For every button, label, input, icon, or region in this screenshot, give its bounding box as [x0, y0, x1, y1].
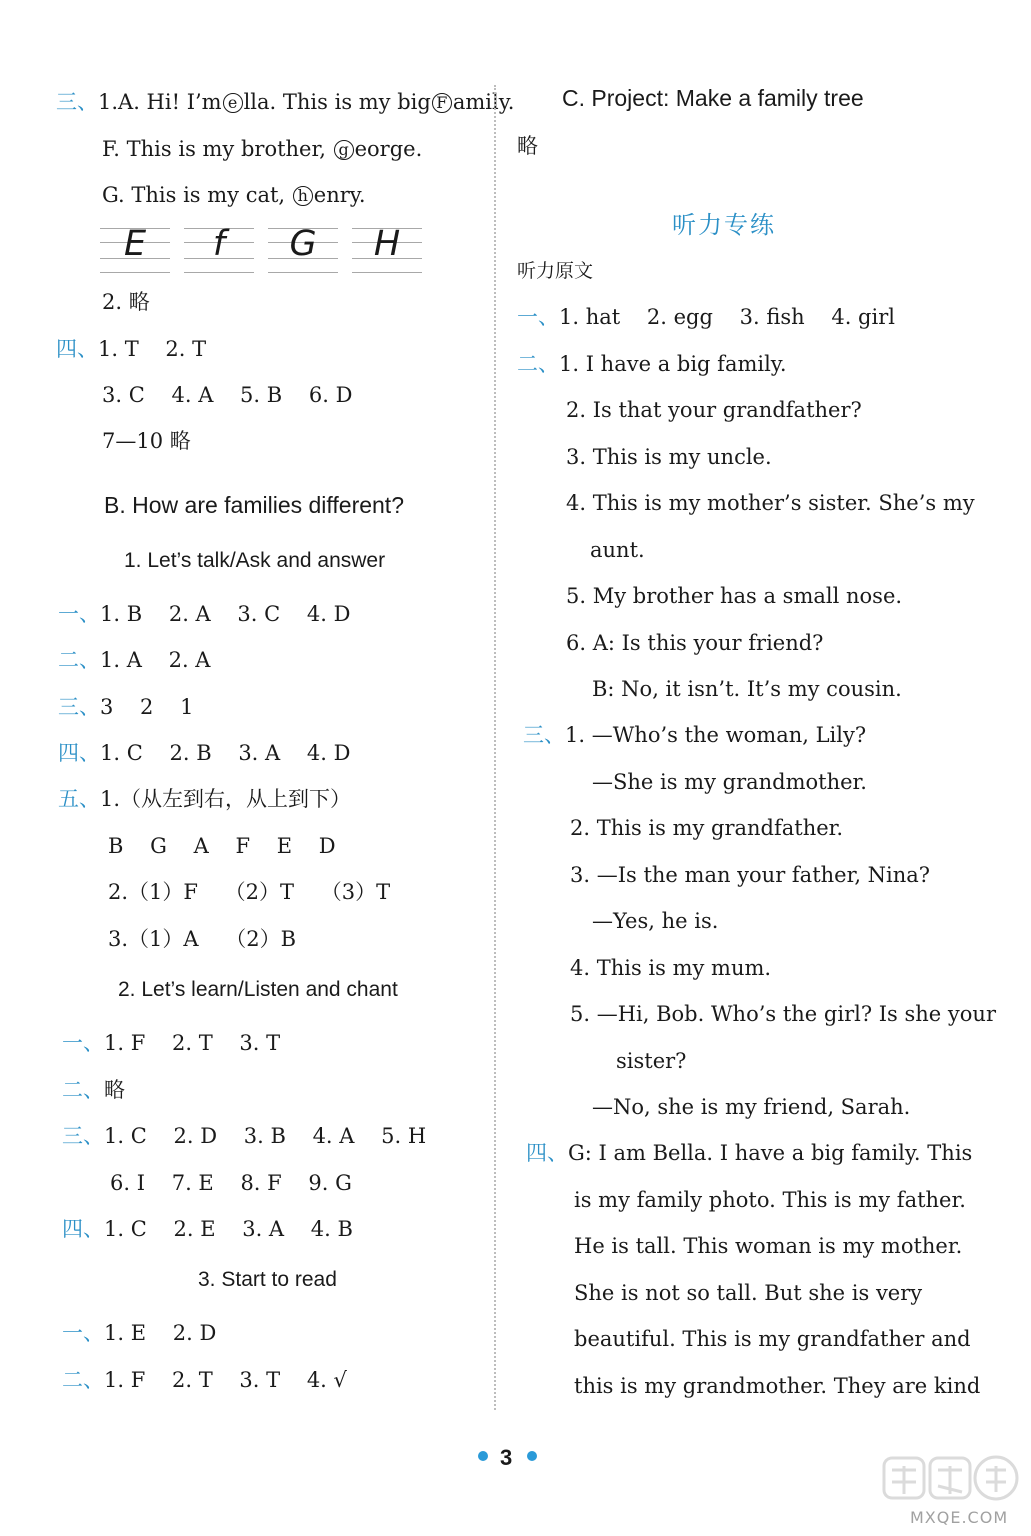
section-label: 一、: [58, 602, 100, 626]
transcript-line: 6. A: Is this your friend?: [566, 631, 824, 655]
transcript-line: —She is my grandmother.: [592, 770, 867, 794]
section-label: 一、: [62, 1321, 104, 1345]
transcript-line: this is my grandmother. They are kind: [574, 1374, 981, 1398]
answer-row: [58, 740, 350, 766]
answer-text: 1. F 2. T 3. T 4. √: [104, 1368, 347, 1392]
circled-letter: F: [432, 93, 452, 113]
answer-row: [517, 304, 895, 330]
section-label: 二、: [62, 1368, 104, 1392]
answer-text: enry.: [313, 183, 366, 207]
answer-text: 1. C 2. B 3. A 4. D: [100, 741, 351, 765]
transcript-line: He is tall. This woman is my mother.: [574, 1234, 963, 1258]
answer-text: 略: [104, 1078, 125, 1102]
answer-line: 7—10 略: [102, 429, 191, 453]
transcript-line: aunt.: [590, 538, 645, 562]
circled-letter: g: [334, 140, 354, 160]
column-divider: [494, 85, 496, 1410]
section-label: 四、: [58, 741, 100, 765]
answer-text: 1.A. Hi! I’m: [98, 90, 222, 114]
answer-line: 2.（1）F （2）T （3）T: [108, 880, 391, 904]
section-label: 三、: [56, 90, 98, 114]
handwriting-cell: [352, 222, 422, 278]
answer-text: 1. C 2. D 3. B 4. A 5. H: [104, 1124, 427, 1148]
answer-text: G. This is my cat,: [102, 183, 286, 207]
answer-text: F. This is my brother,: [102, 137, 326, 161]
section-3-line-1: [56, 89, 514, 115]
transcript-line: 3. —Is the man your father, Nina?: [570, 863, 931, 887]
transcript-line: 5. My brother has a small nose.: [566, 584, 903, 608]
transcript-line: —Yes, he is.: [592, 909, 719, 933]
answer-row: [58, 786, 351, 812]
handwritten-letter: G: [289, 224, 317, 264]
transcript-line: 2. This is my grandfather.: [570, 816, 844, 840]
section-label: 四、: [526, 1141, 568, 1165]
answer-row: [58, 601, 350, 627]
section-label: 三、: [62, 1124, 104, 1148]
transcript-title: 听力原文: [517, 260, 594, 282]
answer-text: 1. B 2. A 3. C 4. D: [100, 602, 351, 626]
handwriting-practice: [100, 222, 422, 278]
transcript-text: 1. —Who’s the woman, Lily?: [565, 723, 867, 747]
handwritten-letter: E: [123, 224, 147, 264]
answer-line: 6. I 7. E 8. F 9. G: [110, 1171, 352, 1195]
subsection-heading: 2. Let’s learn/Listen and chant: [118, 978, 398, 1001]
section-label: 一、: [62, 1031, 104, 1055]
section-label: 三、: [523, 723, 565, 747]
section-heading: B. How are families different?: [104, 492, 404, 518]
answer-text: amily.: [452, 90, 515, 114]
transcript-line: beautiful. This is my grandfather and: [574, 1327, 971, 1351]
answer-row: [62, 1216, 353, 1242]
answer-text: 1. hat 2. egg 3. fish 4. girl: [559, 305, 895, 329]
transcript-line: 4. This is my mother’s sister. She’s my: [566, 491, 975, 515]
answer-row: [62, 1030, 280, 1056]
section-label: 五、: [58, 787, 100, 811]
handwriting-cell: [100, 222, 170, 278]
subsection-heading: 3. Start to read: [198, 1268, 337, 1291]
section-4-line-1: [56, 336, 206, 362]
answer-text: 1. F 2. T 3. T: [104, 1031, 281, 1055]
answer-line: 3. C 4. A 5. B 6. D: [102, 383, 353, 407]
section-label: 二、: [517, 352, 559, 376]
circled-letter: h: [293, 186, 313, 206]
transcript-line: B: No, it isn’t. It’s my cousin.: [592, 677, 902, 701]
answer-row: [62, 1123, 426, 1149]
answer-row: [523, 722, 866, 748]
answer-row: [58, 647, 210, 673]
answer-row: [526, 1140, 972, 1166]
watermark-text: MXQE.COM: [910, 1508, 1009, 1527]
answer-row: [62, 1367, 347, 1393]
handwritten-letter: f: [212, 224, 226, 264]
section-label: 二、: [58, 648, 100, 672]
section-label: 一、: [517, 305, 559, 329]
answer-row: [62, 1320, 216, 1346]
answer-row: [62, 1077, 125, 1103]
footer-dot-icon: [478, 1451, 488, 1461]
answer-text: lla. This is my big: [243, 90, 431, 114]
transcript-line: 4. This is my mum.: [570, 956, 772, 980]
answer-text: 1.（从左到右，从上到下）: [100, 787, 352, 811]
answer-text: 1. A 2. A: [100, 648, 211, 672]
answer-line: 2. 略: [102, 290, 150, 314]
transcript-line: —No, she is my friend, Sarah.: [592, 1095, 911, 1119]
handwriting-cell: [184, 222, 254, 278]
handwritten-letter: H: [373, 224, 401, 264]
answer-line: 略: [517, 134, 538, 158]
circled-letter: e: [223, 93, 243, 113]
listening-practice-title: 听力专练: [672, 211, 776, 239]
transcript-text: G: I am Bella. I have a big family. This: [568, 1141, 973, 1165]
transcript-line: is my family photo. This is my father.: [574, 1188, 966, 1212]
handwriting-cell: [268, 222, 338, 278]
section-3-line-3: [102, 182, 366, 208]
section-label: 二、: [62, 1078, 104, 1102]
transcript-text: 1. I have a big family.: [559, 352, 787, 376]
subsection-heading: 1. Let’s talk/Ask and answer: [124, 549, 386, 572]
answer-line: B G A F E D: [108, 834, 336, 858]
transcript-line: sister?: [616, 1049, 687, 1073]
answer-text: 3 2 1: [100, 695, 194, 719]
answer-text: 1. E 2. D: [104, 1321, 217, 1345]
answer-row: [517, 351, 787, 377]
section-heading: C. Project: Make a family tree: [562, 85, 864, 111]
answer-text: 1. T 2. T: [98, 337, 207, 361]
section-3-line-2: [102, 136, 422, 162]
section-label: 三、: [58, 695, 100, 719]
answer-text: eorge.: [354, 137, 423, 161]
transcript-line: 5. —Hi, Bob. Who’s the girl? Is she your: [570, 1002, 996, 1026]
transcript-line: 3. This is my uncle.: [566, 445, 772, 469]
section-label: 四、: [62, 1217, 104, 1241]
answer-row: [58, 694, 194, 720]
page-number: 3: [500, 1445, 513, 1470]
transcript-line: 2. Is that your grandfather?: [566, 398, 862, 422]
answer-text: 1. C 2. E 3. A 4. B: [104, 1217, 353, 1241]
section-label: 四、: [56, 337, 98, 361]
transcript-line: She is not so tall. But she is very: [574, 1281, 923, 1305]
answer-line: 3.（1）A （2）B: [108, 927, 297, 951]
footer-dot-icon: [527, 1451, 537, 1461]
